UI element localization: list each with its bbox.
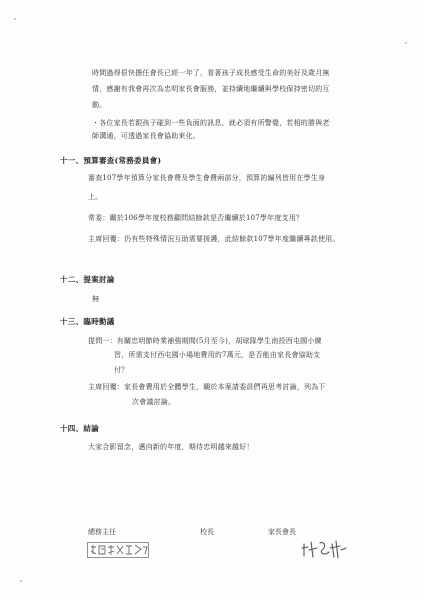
section-13-heading: 十三、臨時動議 bbox=[60, 317, 115, 326]
scan-speck bbox=[405, 42, 407, 44]
signature-label-parent-association-president: 家長會長 bbox=[268, 528, 296, 536]
section-11-line-1: 審查107學年預算分家長會費及學生會費兩部分，預算的編列皆用在學生身 bbox=[88, 174, 326, 182]
section-12-heading: 十二、提案討論 bbox=[60, 275, 115, 284]
section-11-line-2: 上。 bbox=[88, 193, 103, 201]
section-13-line-1: 提問一：有關忠明節時業補強期間(5月至今)，胡球隊學生南投西屯國小練 bbox=[88, 337, 322, 345]
intro-line-4: ・各位家長若跟孩子碰到一些負面的訊息，就必須有所警覺，若相的勝與老 bbox=[92, 119, 330, 127]
intro-line-1: 時間過得很快擔任會長已經一年了，看著孩子成長感受生命的美好及歲月無 bbox=[92, 69, 330, 77]
parent-association-president-signature bbox=[300, 538, 348, 560]
section-12-content: 無 bbox=[92, 295, 100, 303]
section-11-line-3: 常委：關於106學年度校務顧問結餘款是否繼續於107學年度支用？ bbox=[88, 214, 304, 222]
section-14-line: 大家合影留念，邁向新的年度，期待忠明越來越好！ bbox=[88, 443, 254, 451]
scan-speck bbox=[14, 18, 16, 20]
section-11-line-4: 主席回覆：仍有些特殊情況互助需要援護，此結餘款107學年度繼續專款使用。 bbox=[88, 235, 340, 243]
section-11-heading: 十一、預算審查(常務委員會) bbox=[60, 156, 162, 165]
general-affairs-director-stamp bbox=[87, 542, 149, 558]
signature-label-general-affairs-director: 總務主任 bbox=[88, 528, 116, 536]
section-13-line-5: 次會議討論。 bbox=[132, 398, 176, 406]
intro-line-2: 情，感謝有我會再次為忠明家長會服務，並持續地繼續與學校保持密切的互 bbox=[92, 85, 330, 93]
intro-line-5: 師溝通，可透過家長會協助來化。 bbox=[92, 132, 200, 140]
section-13-line-2: 習，所需支付西屯國小場地費用約7萬元，是否能由家長會協助支 bbox=[114, 351, 321, 359]
section-14-heading: 十四、結論 bbox=[60, 424, 99, 433]
section-13-line-3: 付？ bbox=[114, 366, 129, 374]
section-13-line-4: 主席回覆：家長會費用於全體學生，關於本案請委員們再思考討論，列為下 bbox=[88, 383, 326, 391]
signature-label-principal: 校長 bbox=[200, 528, 214, 536]
scan-speck bbox=[20, 580, 22, 582]
intro-line-3: 動。 bbox=[92, 101, 107, 109]
